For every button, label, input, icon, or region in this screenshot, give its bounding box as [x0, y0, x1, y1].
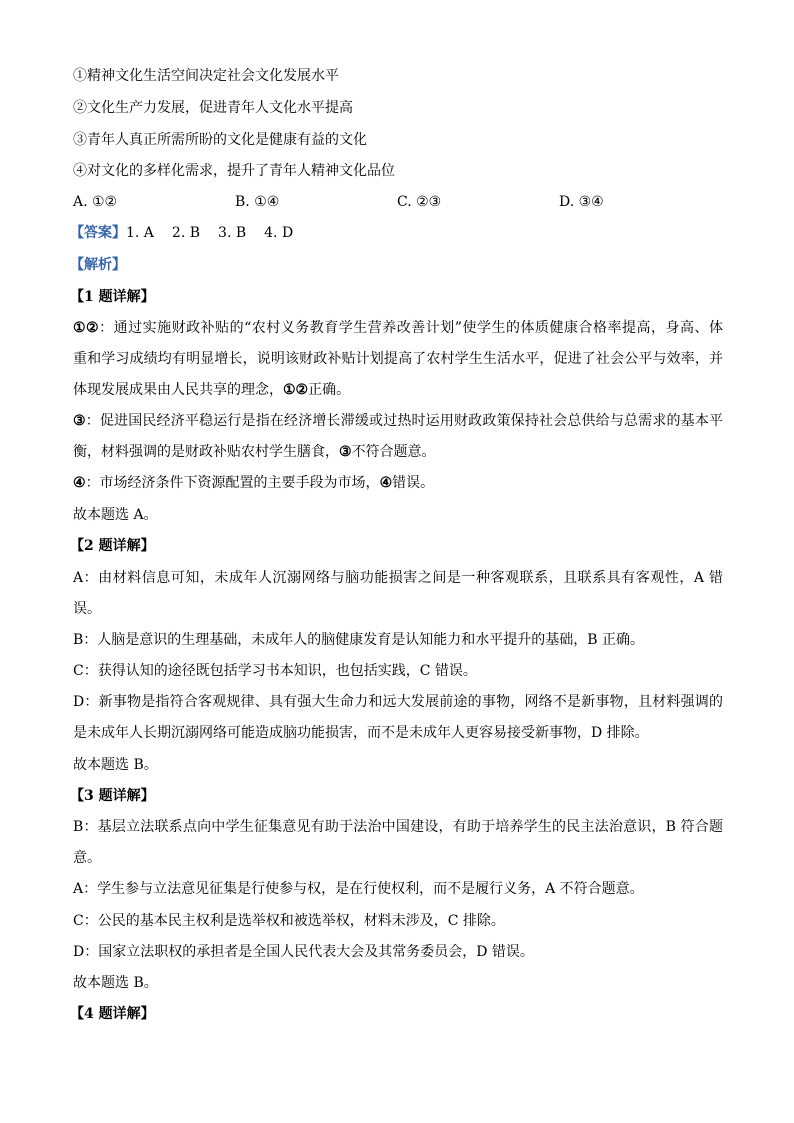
q1-para2-line2 [73, 443, 723, 461]
text-segment: 错误。 [392, 475, 435, 491]
text-segment: 不符合题意。 [351, 444, 436, 460]
circled-marker: ③ [339, 444, 352, 460]
statement-1: ①精神文化生活空间决定社会文化发展水平 [73, 68, 339, 84]
q1-para2-line1 [73, 412, 723, 430]
statement-2: ②文化生产力发展，促进青年人文化水平提高 [73, 100, 353, 116]
q2-c: C：获得认知的途径既包括学习书本知识，也包括实践，C 错误。 [73, 663, 477, 679]
q1-para1-line1 [73, 319, 723, 337]
q4-heading: 【4 题详解】 [70, 1006, 155, 1022]
q3-c: C：公民的基本民主权利是选举权和被选举权，材料未涉及，C 排除。 [73, 913, 505, 929]
circled-marker: ④ [379, 475, 393, 491]
answer-options [73, 193, 723, 211]
q1-conclusion: 故本题选 A。 [73, 507, 158, 523]
q3-heading: 【3 题详解】 [70, 788, 155, 804]
statement-3: ③青年人真正所需所盼的文化是健康有益的文化 [73, 132, 367, 148]
q3-b-line2: 意。 [73, 850, 101, 866]
q3-conclusion: 故本题选 B。 [73, 975, 158, 991]
answer-line [70, 224, 720, 242]
answer-items [126, 225, 293, 241]
option-d: D. ③④ [559, 194, 604, 210]
q2-d-line1: D：新事物是指符合客观规律、具有强大生命力和远大发展前途的事物，网络不是新事物，且材料强调的 [73, 694, 723, 710]
q3-b-line1: B：基层立法联系点向中学生征集意见有助于法治中国建设，有助于培养学生的民主法治意识，B 符合题 [73, 819, 723, 835]
q3-d: D：国家立法职权的承担者是全国人民代表大会及其常务委员会，D 错误。 [73, 944, 534, 960]
answer-item: 3. B [218, 225, 247, 241]
answer-item: 1. A [126, 225, 154, 241]
q2-heading: 【2 题详解】 [70, 538, 155, 554]
text-segment: ：市场经济条件下资源配置的主要手段为市场， [85, 475, 380, 491]
analysis-tag: 【解析】 [70, 257, 126, 273]
text-segment: ：促进国民经济平稳运行是指在经济增长滞缓或过热时运用财政政策保持社会总供给与总需求的基本平 [85, 413, 723, 429]
q1-heading: 【1 题详解】 [70, 289, 155, 305]
q2-b: B：人脑是意识的生理基础，未成年人的脑健康发育是认知能力和水平提升的基础，B 正确。 [73, 632, 645, 648]
answer-item: 4. D [264, 225, 294, 241]
q2-d-line2: 是未成年人长期沉溺网络可能造成脑功能损害，而不是未成年人更容易接受新事物，D 排除。 [73, 725, 649, 741]
q2-conclusion: 故本题选 B。 [73, 757, 158, 773]
statement-4: ④对文化的多样化需求，提升了青年人精神文化品位 [73, 163, 395, 179]
circled-marker: ④ [73, 475, 86, 491]
answer-item: 2. B [171, 225, 201, 241]
q1-para1-line3 [73, 381, 723, 399]
option-c: C. ②③ [397, 194, 442, 210]
text-segment: 正确。 [308, 382, 351, 398]
circled-marker: ①② [283, 382, 309, 398]
option-b: B. ①④ [235, 194, 280, 210]
q2-a-line1: A：由材料信息可知，未成年人沉溺网络与脑功能损害之间是一种客观联系，且联系具有客观性，A 错 [73, 570, 723, 586]
q2-a-line2: 误。 [73, 601, 101, 617]
text-segment: ：通过实施财政补贴的“农村义务教育学生营养改善计划”使学生的体质健康合格率提高，身高、体 [99, 320, 723, 336]
answer-tag: 【答案】 [70, 225, 126, 241]
q1-para3 [73, 474, 723, 492]
option-a: A. ①② [73, 194, 118, 210]
q3-a: A：学生参与立法意见征集是行使参与权，是在行使权利，而不是履行义务，A 不符合题意。 [73, 881, 644, 897]
circled-marker: ③ [73, 413, 86, 429]
text-segment: 衡，材料强调的是财政补贴农村学生膳食， [73, 444, 339, 460]
text-segment: 体现发展成果由人民共享的理念， [73, 382, 283, 398]
circled-marker: ①② [73, 320, 100, 336]
q1-para1-line2: 重和学习成绩均有明显增长，说明该财政补贴计划提高了农村学生生活水平，促进了社会公平与效率，并 [73, 351, 723, 367]
